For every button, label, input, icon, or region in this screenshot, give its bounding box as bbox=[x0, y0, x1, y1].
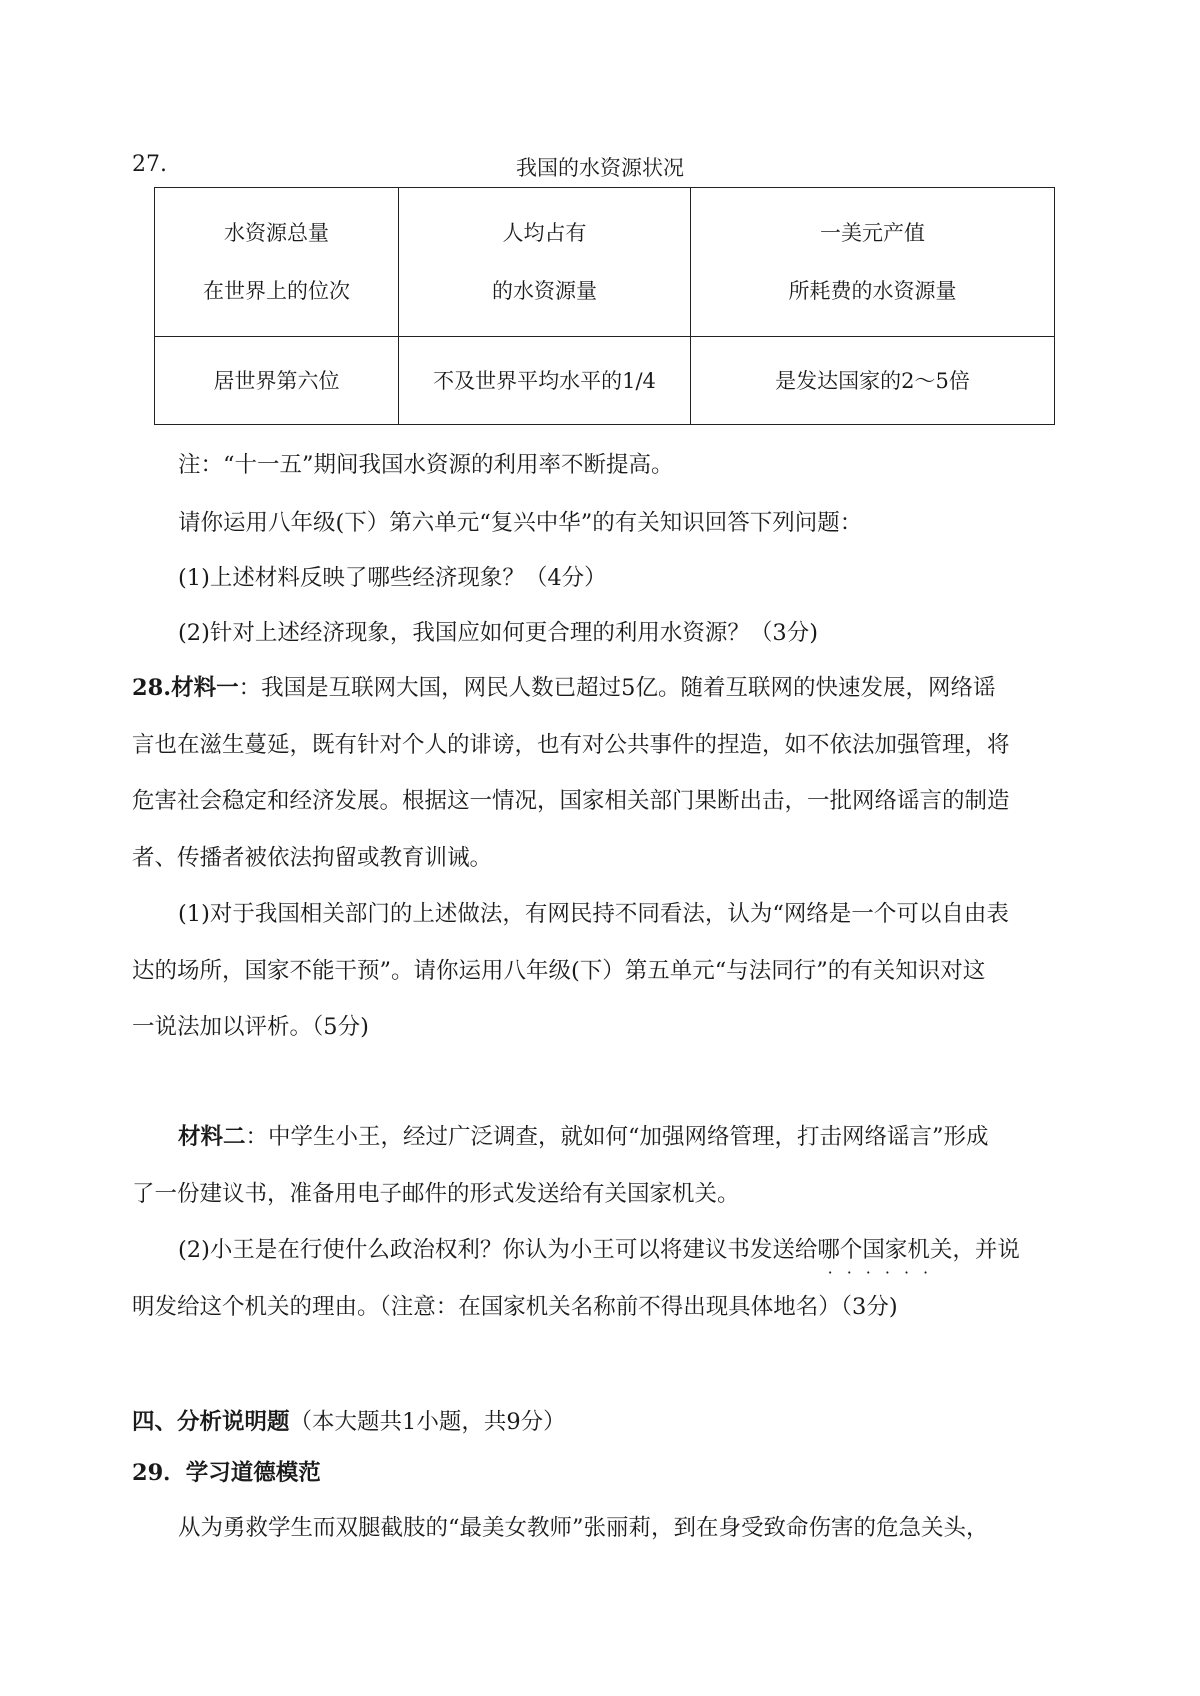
header-cell-total: 水资源总量 在世界上的位次 bbox=[155, 188, 399, 337]
q27-instruction: 请你运用八年级(下）第六单元“复兴中华”的有关知识回答下列问题： bbox=[178, 510, 863, 536]
q28-sub1-line: 达的场所，国家不能干预”。请你运用八年级(下）第五单元“与法同行”的有关知识对这 bbox=[132, 958, 986, 984]
material1-label: 材料一 bbox=[171, 675, 239, 701]
table-row bbox=[155, 337, 1055, 425]
q28-sub2-line: (2)小王是在行使什么政治权利？你认为小王可以将建议书发送给哪个国家机关 ······ ，并说 bbox=[178, 1232, 1020, 1264]
q28-sub1-line: (1)对于我国相关部门的上述做法，有网民持不同看法，认为“网络是一个可以自由表 bbox=[178, 901, 1009, 927]
value-cell-total: 居世界第六位 bbox=[155, 337, 399, 425]
q28-sub2-line: 明发给这个机关的理由。（注意：在国家机关名称前不得出现具体地名）（3分) bbox=[132, 1294, 898, 1320]
q27-sub2: (2)针对上述经济现象，我国应如何更合理的利用水资源？（3分) bbox=[178, 620, 818, 646]
q27-sub1: (1)上述材料反映了哪些经济现象？（4分） bbox=[178, 565, 607, 591]
q28-material1-line: 者、传播者被依法拘留或教育训诫。 bbox=[132, 845, 493, 871]
table-header-row bbox=[155, 188, 1055, 337]
q28-material1-line: 言也在滋生蔓延，既有针对个人的诽谤，也有对公共事件的捏造，如不依法加强管理，将 bbox=[132, 732, 1010, 758]
q28-material1-line: 28.材料一：我国是互联网大国，网民人数已超过5亿。随着互联网的快速发展，网络谣 bbox=[132, 675, 996, 701]
emphasis-dotted-text: 哪个国家机关 ······ bbox=[817, 1237, 953, 1282]
question-27-number: 27. bbox=[132, 152, 167, 177]
q28-number: 28. bbox=[132, 675, 172, 701]
table-note: 注：“十一五”期间我国水资源的利用率不断提高。 bbox=[178, 452, 674, 478]
q29-line: 从为勇救学生而双腿截肢的“最美女教师”张丽莉，到在身受致命伤害的危急关头， bbox=[178, 1515, 989, 1541]
water-resources-table bbox=[154, 187, 1055, 425]
q29-title: 29．学习道德模范 bbox=[132, 1460, 321, 1486]
value-cell-per-capita: 不及世界平均水平的1/4 bbox=[399, 337, 691, 425]
material2-label: 材料二 bbox=[178, 1124, 246, 1150]
table-title: 我国的水资源状况 bbox=[516, 156, 684, 180]
q28-material2-line: 了一份建议书，准备用电子邮件的形式发送给有关国家机关。 bbox=[132, 1181, 740, 1207]
q28-material2-line: 材料二：中学生小王，经过广泛调查，就如何“加强网络管理，打击网络谣言”形成 bbox=[178, 1124, 989, 1150]
value-cell-per-dollar: 是发达国家的2～5倍 bbox=[691, 337, 1055, 425]
q28-sub1-line: 一说法加以评析。（5分) bbox=[132, 1014, 369, 1040]
header-cell-per-capita: 人均占有 的水资源量 bbox=[399, 188, 691, 337]
header-cell-per-dollar: 一美元产值 所耗费的水资源量 bbox=[691, 188, 1055, 337]
section-4-heading: 四、分析说明题（本大题共1小题，共9分） bbox=[132, 1409, 566, 1435]
q28-material1-line: 危害社会稳定和经济发展。根据这一情况，国家相关部门果断出击，一批网络谣言的制造 bbox=[132, 788, 1010, 814]
